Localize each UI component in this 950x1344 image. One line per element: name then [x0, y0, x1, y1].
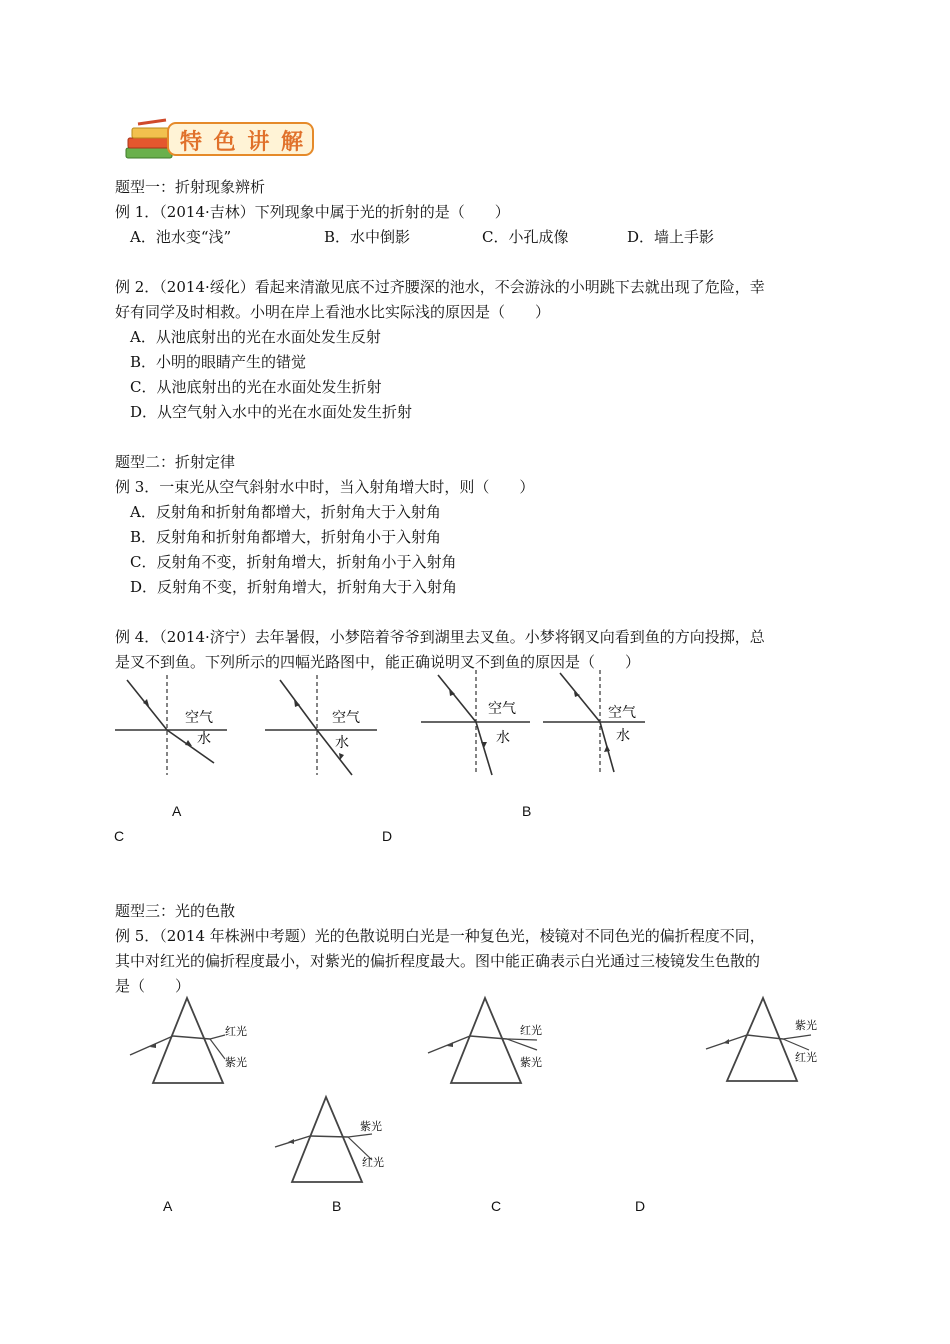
prism-diagram-d: [272, 1092, 392, 1187]
diagram-label-c: C: [114, 828, 125, 844]
refraction-diagram-a: [112, 675, 232, 780]
water-label: 水: [335, 735, 349, 751]
air-label: 空气: [608, 705, 636, 721]
prism-label-b: B: [332, 1198, 342, 1214]
option-a: A．池水变“浅”: [130, 228, 232, 246]
water-label: 水: [496, 730, 510, 746]
violet-light-label: 紫光: [225, 1056, 247, 1069]
section-banner: [118, 118, 318, 170]
red-light-label: 红光: [225, 1025, 247, 1038]
red-light-label: 红光: [520, 1024, 542, 1037]
diagram-label-b: B: [522, 803, 532, 819]
section-title-1: 题型一：折射现象辨析: [115, 178, 266, 196]
air-label: 空气: [488, 701, 516, 717]
red-light-label: 红光: [362, 1156, 384, 1169]
example-2-stem-line1: 例 2．（2014·绥化）看起来清澈见底不过齐腰深的池水，不会游泳的小明跳下去就出现了危险，幸: [115, 278, 765, 296]
air-label: 空气: [185, 710, 213, 726]
refraction-diagram-b: [262, 675, 382, 780]
prism-diagram-c: [703, 995, 833, 1087]
section-title-2: 题型二：折射定律: [115, 453, 236, 471]
violet-light-label: 紫光: [795, 1019, 817, 1032]
diagram-label-a: A: [172, 803, 182, 819]
example-4-stem-line2: 是叉不到鱼。下列所示的四幅光路图中，能正确说明叉不到鱼的原因是（ ）: [115, 653, 641, 671]
prism-diagram-a: [125, 995, 260, 1087]
diagram-label-d: D: [382, 828, 393, 844]
example-2-option-c: C．从池底射出的光在水面处发生折射: [130, 378, 382, 396]
example-2-option-d: D．从空气射入水中的光在水面处发生折射: [130, 403, 413, 421]
example-5-stem-line3: 是（ ）: [115, 977, 191, 995]
example-5-stem-line2: 其中对红光的偏折程度最小，对紫光的偏折程度最大。图中能正确表示白光通过三棱镜发生色散的: [115, 952, 761, 970]
example-1-stem: 例 1．（2014·吉林）下列现象中属于光的折射的是（ ）: [115, 203, 510, 221]
example-3-option-b: B．反射角和折射角都增大，折射角小于入射角: [130, 528, 442, 546]
example-3-option-a: A．反射角和折射角都增大，折射角大于入射角: [130, 503, 441, 521]
example-2-option-b: B．小明的眼睛产生的错觉: [130, 353, 307, 371]
example-2-stem-line2: 好有同学及时相救。小明在岸上看池水比实际浅的原因是（ ）: [115, 303, 551, 321]
section-title-3: 题型三：光的色散: [115, 902, 236, 920]
banner-title: 特 色 讲 解: [180, 130, 305, 155]
air-label: 空气: [332, 710, 360, 726]
example-3-stem: 例 3．一束光从空气斜射水中时，当入射角增大时，则（ ）: [115, 478, 535, 496]
prism-label-d: D: [635, 1198, 646, 1214]
option-b: B．水中倒影: [324, 228, 411, 246]
water-label: 水: [616, 728, 630, 744]
violet-light-label: 紫光: [520, 1056, 542, 1069]
example-2-option-a: A．从池底射出的光在水面处发生反射: [130, 328, 381, 346]
example-3-option-c: C．反射角不变，折射角增大，折射角小于入射角: [130, 553, 457, 571]
option-d: D．墙上手影: [627, 228, 715, 246]
violet-light-label: 紫光: [360, 1120, 382, 1133]
water-label: 水: [197, 731, 211, 747]
refraction-diagram-c: [418, 670, 538, 778]
red-light-label: 红光: [795, 1051, 817, 1064]
example-4-stem-line1: 例 4．（2014·济宁）去年暑假，小梦陪着爷爷到湖里去叉鱼。小梦将钢叉向看到鱼的方向投掷，总: [115, 628, 765, 646]
prism-label-a: A: [163, 1198, 173, 1214]
example-5-stem-line1: 例 5．（2014 年株洲中考题）光的色散说明白光是一种复色光，棱镜对不同色光的偏折程度不同，: [115, 927, 765, 945]
example-3-option-d: D．反射角不变，折射角增大，折射角大于入射角: [130, 578, 458, 596]
option-c: C．小孔成像: [482, 228, 569, 246]
refraction-diagram-d: [540, 670, 660, 778]
prism-label-c: C: [491, 1198, 502, 1214]
prism-diagram-b: [425, 995, 560, 1087]
